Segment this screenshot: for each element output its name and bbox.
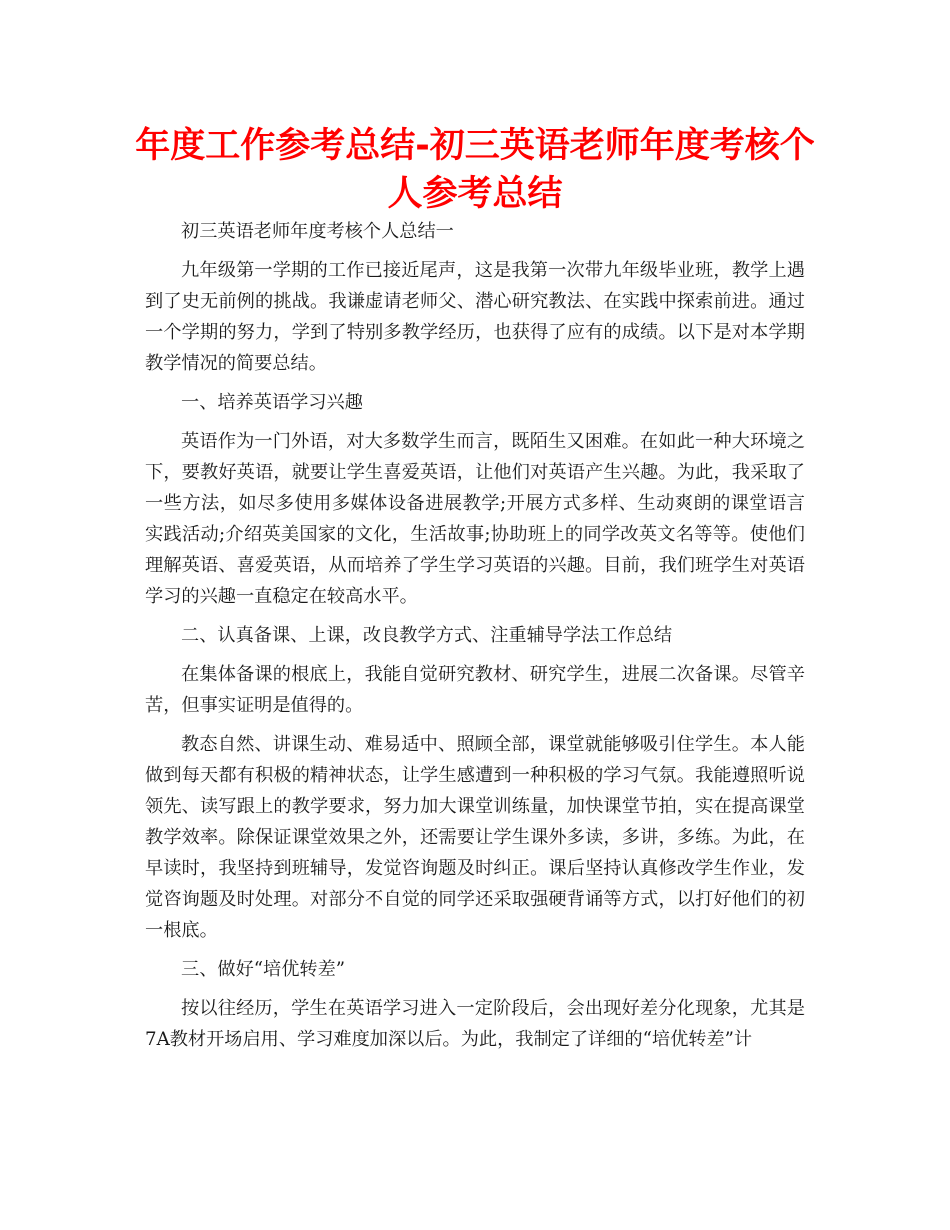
- paragraph: 在集体备课的根底上，我能自觉研究教材、研究学生，进展二次备课。尽管辛苦，但事实证明是值得的。: [145, 664, 805, 716]
- document-body: [145, 216, 805, 1063]
- section-heading: 二、认真备课、上课，改良教学方式、注重辅导学法工作总结: [181, 625, 673, 646]
- document-title: 年度工作参考总结-初三英语老师年度考核个人参考总结: [135, 126, 815, 214]
- section-heading: 初三英语老师年度考核个人总结一: [181, 221, 454, 242]
- paragraph: 按以往经历，学生在英语学习进入一定阶段后，会出现好差分化现象，尤其是7A教材开场启用、学习难度加深以后。为此，我制定了详细的“培优转差”计: [145, 998, 805, 1050]
- paragraph: 教态自然、讲课生动、难易适中、照顾全部，课堂就能够吸引住学生。本人能做到每天都有积极的精神状态，让学生感遭到一种积极的学习气氛。我能遵照听说领先、读写跟上的教学要求，努力加大课堂训练量，加快课堂节拍，实在提高课堂教学效率。除保证课堂效果之外，还需要让学生课外多读，多讲，多练。为此，在早读时，我坚持到班辅导，发觉咨询题及时纠正。课后坚持认真修改学生作业，发觉咨询题及时处理。对部分不自觉的同学还采取强硬背诵等方式，以打好他们的初一根底。: [145, 734, 805, 941]
- paragraph: 九年级第一学期的工作已接近尾声，这是我第一次带九年级毕业班，教学上遇到了史无前例的挑战。我谦虚请老师父、潜心研究教法、在实践中探索前进。通过一个学期的努力，学到了特别多教学经历，也获得了应有的成绩。以下是对本学期教学情况的简要总结。: [145, 260, 805, 374]
- section-heading: 一、培养英语学习兴趣: [181, 392, 363, 413]
- section-heading: 三、做好“培优转差”: [181, 959, 346, 980]
- paragraph: 英语作为一门外语，对大多数学生而言，既陌生又困难。在如此一种大环境之下，要教好英语，就要让学生喜爱英语，让他们对英语产生兴趣。为此，我采取了一些方法，如尽多使用多媒体设备进展教学;开展方式多样、生动爽朗的课堂语言实践活动;介绍英美国家的文化，生活故事;协助班上的同学改英文名等等。使他们理解英语、喜爱英语，从而培养了学生学习英语的兴趣。目前，我们班学生对英语学习的兴趣一直稳定在较高水平。: [145, 431, 805, 607]
